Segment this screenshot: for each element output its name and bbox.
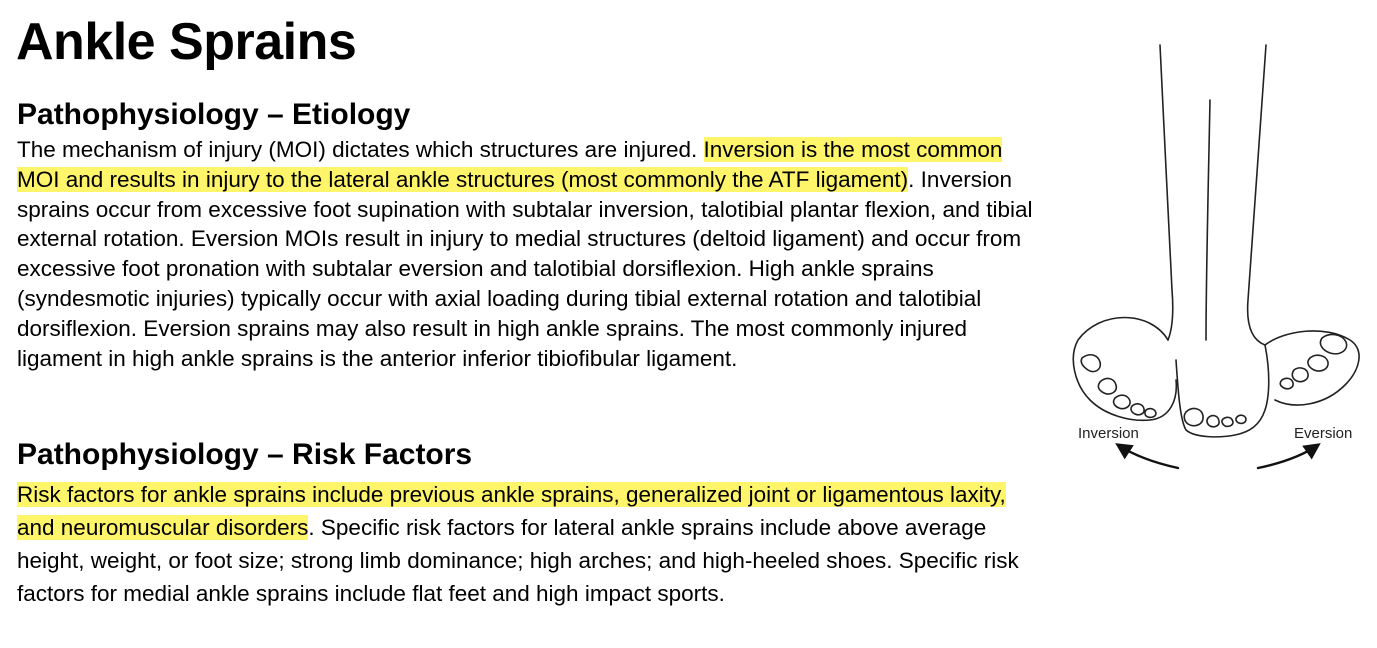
left-leg-outline [1160, 45, 1173, 340]
left-foot-outline [1073, 318, 1176, 421]
center-leg-outline [1206, 100, 1210, 340]
etiology-paragraph [17, 135, 1047, 373]
page-title: Ankle Sprains [16, 13, 357, 71]
feet-drawing [1060, 40, 1370, 480]
inversion-arrow [1118, 445, 1178, 468]
etiology-text-start: The mechanism of injury (MOI) dictates which structures are injured. [17, 137, 704, 162]
right-leg-outline [1248, 45, 1266, 345]
etiology-text-rest: . Inversion sprains occur from excessive foot supination with subtalar inversion, talotibial plantar flexion, and tibial external rotation. Eversion MOIs result in injury to medial structures (deltoid ligament) and occur from excessive foot pronation with subtalar eversion and talotibial dorsiflexion. High ankle sprains (syndesmotic injuries) typically occur with axial loading during tibial external rotation and talotibial dorsiflexion. Eversion sprains may also result in high ankle sprains. The most commonly injured ligament in high ankle sprains is the anterior inferior tibiofibular ligament. [17, 166, 1033, 371]
section-heading-etiology: Pathophysiology – Etiology [17, 98, 411, 131]
section-heading-risk-factors: Pathophysiology – Risk Factors [17, 438, 473, 471]
risk-factors-paragraph [17, 478, 1047, 610]
risk-factors-highlight: Risk factors for ankle sprains include previous ankle sprains, generalized joint or ligamentous laxity, and neuromuscular disorders [17, 482, 1006, 540]
inversion-label: Inversion [1078, 425, 1139, 442]
risk-factors-text-rest: . Specific risk factors for lateral ankle sprains include above average height, weight, or foot size; strong limb dominance; high arches; and high-heeled shoes. Specific risk factors for medial ankle sprains include flat feet and high impact sports. [17, 515, 1019, 606]
etiology-highlight: Inversion is the most common MOI and results in injury to the lateral ankle structures (most commonly the ATF ligament) [17, 137, 1003, 192]
eversion-arrow [1258, 445, 1318, 468]
eversion-label: Eversion [1294, 425, 1353, 442]
ankle-inversion-eversion-illustration [1060, 40, 1370, 480]
